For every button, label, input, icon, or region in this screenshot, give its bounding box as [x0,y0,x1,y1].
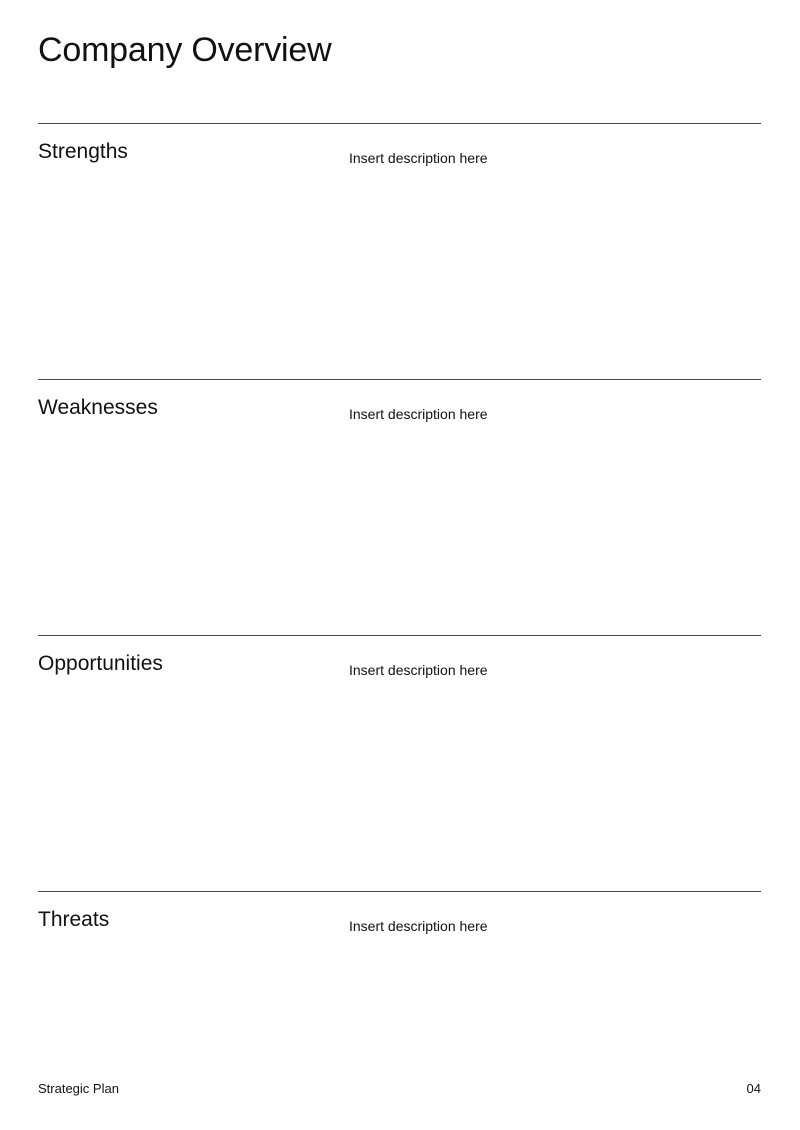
page-number: 04 [746,1081,761,1096]
strengths-heading: Strengths [38,140,128,163]
strengths-description: Insert description here [349,150,488,166]
threats-heading: Threats [38,908,110,931]
opportunities-heading: Opportunities [38,652,163,675]
opportunities-section [38,635,761,892]
weaknesses-description: Insert description here [349,406,488,422]
threats-description: Insert description here [349,918,488,934]
weaknesses-section [38,379,761,636]
opportunities-description: Insert description here [349,662,488,678]
footer-label: Strategic Plan [38,1081,119,1096]
page-title: Company Overview [38,31,332,69]
threats-section [38,891,761,1072]
weaknesses-heading: Weaknesses [38,396,158,419]
strengths-section [38,123,761,380]
